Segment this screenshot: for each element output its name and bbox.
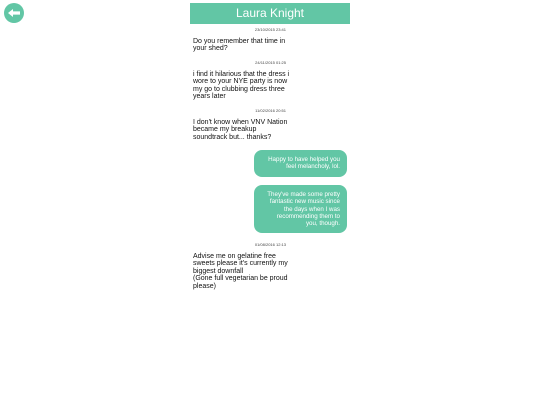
chat-panel bbox=[190, 3, 350, 404]
outgoing-message[interactable] bbox=[254, 185, 347, 233]
message-timestamp: 24/11/2015 01:25 bbox=[255, 60, 286, 65]
message-line: recommending them to bbox=[276, 212, 340, 220]
message-timestamp: 11/02/2016 20:51 bbox=[255, 108, 286, 113]
message-line: i find it hilarious that the dress i bbox=[193, 71, 290, 78]
message-line: became my breakup bbox=[193, 126, 257, 134]
message-line: the days when I was bbox=[283, 205, 340, 213]
message-line: biggest downfall bbox=[193, 267, 244, 275]
message-line: please) bbox=[193, 282, 216, 290]
message-line: Happy to have helped you bbox=[268, 156, 340, 163]
message-line: you, though. bbox=[305, 220, 340, 228]
arrow-left-icon bbox=[7, 8, 21, 18]
message-line: (Gone full vegetarian be proud bbox=[193, 275, 288, 283]
message-line: Do you remember that time in bbox=[193, 38, 286, 45]
message-line: fantastic new music since bbox=[269, 198, 340, 206]
message-thread[interactable] bbox=[190, 24, 350, 404]
incoming-message[interactable] bbox=[193, 71, 293, 101]
message-timestamp: 23/10/2015 23:41 bbox=[254, 27, 286, 32]
incoming-message[interactable] bbox=[193, 119, 293, 141]
incoming-message[interactable] bbox=[193, 38, 293, 53]
message-line: feel melancholy, lol. bbox=[286, 163, 340, 171]
message-line: I don't know when VNV Nation bbox=[193, 119, 288, 126]
message-line: They've made some pretty bbox=[267, 191, 340, 198]
message-line: years later bbox=[193, 93, 226, 101]
message-line: soundtrack but... thanks? bbox=[193, 133, 272, 141]
message-line: my go to clubbing dress three bbox=[193, 85, 285, 93]
incoming-message[interactable] bbox=[193, 253, 293, 290]
contact-name-header: Laura Knight bbox=[190, 3, 350, 24]
outgoing-message[interactable] bbox=[254, 150, 347, 177]
message-line: wore to your NYE party is now bbox=[193, 78, 288, 86]
message-line: Advise me on gelatine free bbox=[193, 253, 276, 260]
back-button[interactable] bbox=[4, 3, 24, 23]
message-line: sweets please it's currently my bbox=[193, 260, 288, 268]
message-timestamp: 01/08/2016 12:13 bbox=[254, 242, 286, 247]
message-line: your shed? bbox=[193, 45, 228, 53]
